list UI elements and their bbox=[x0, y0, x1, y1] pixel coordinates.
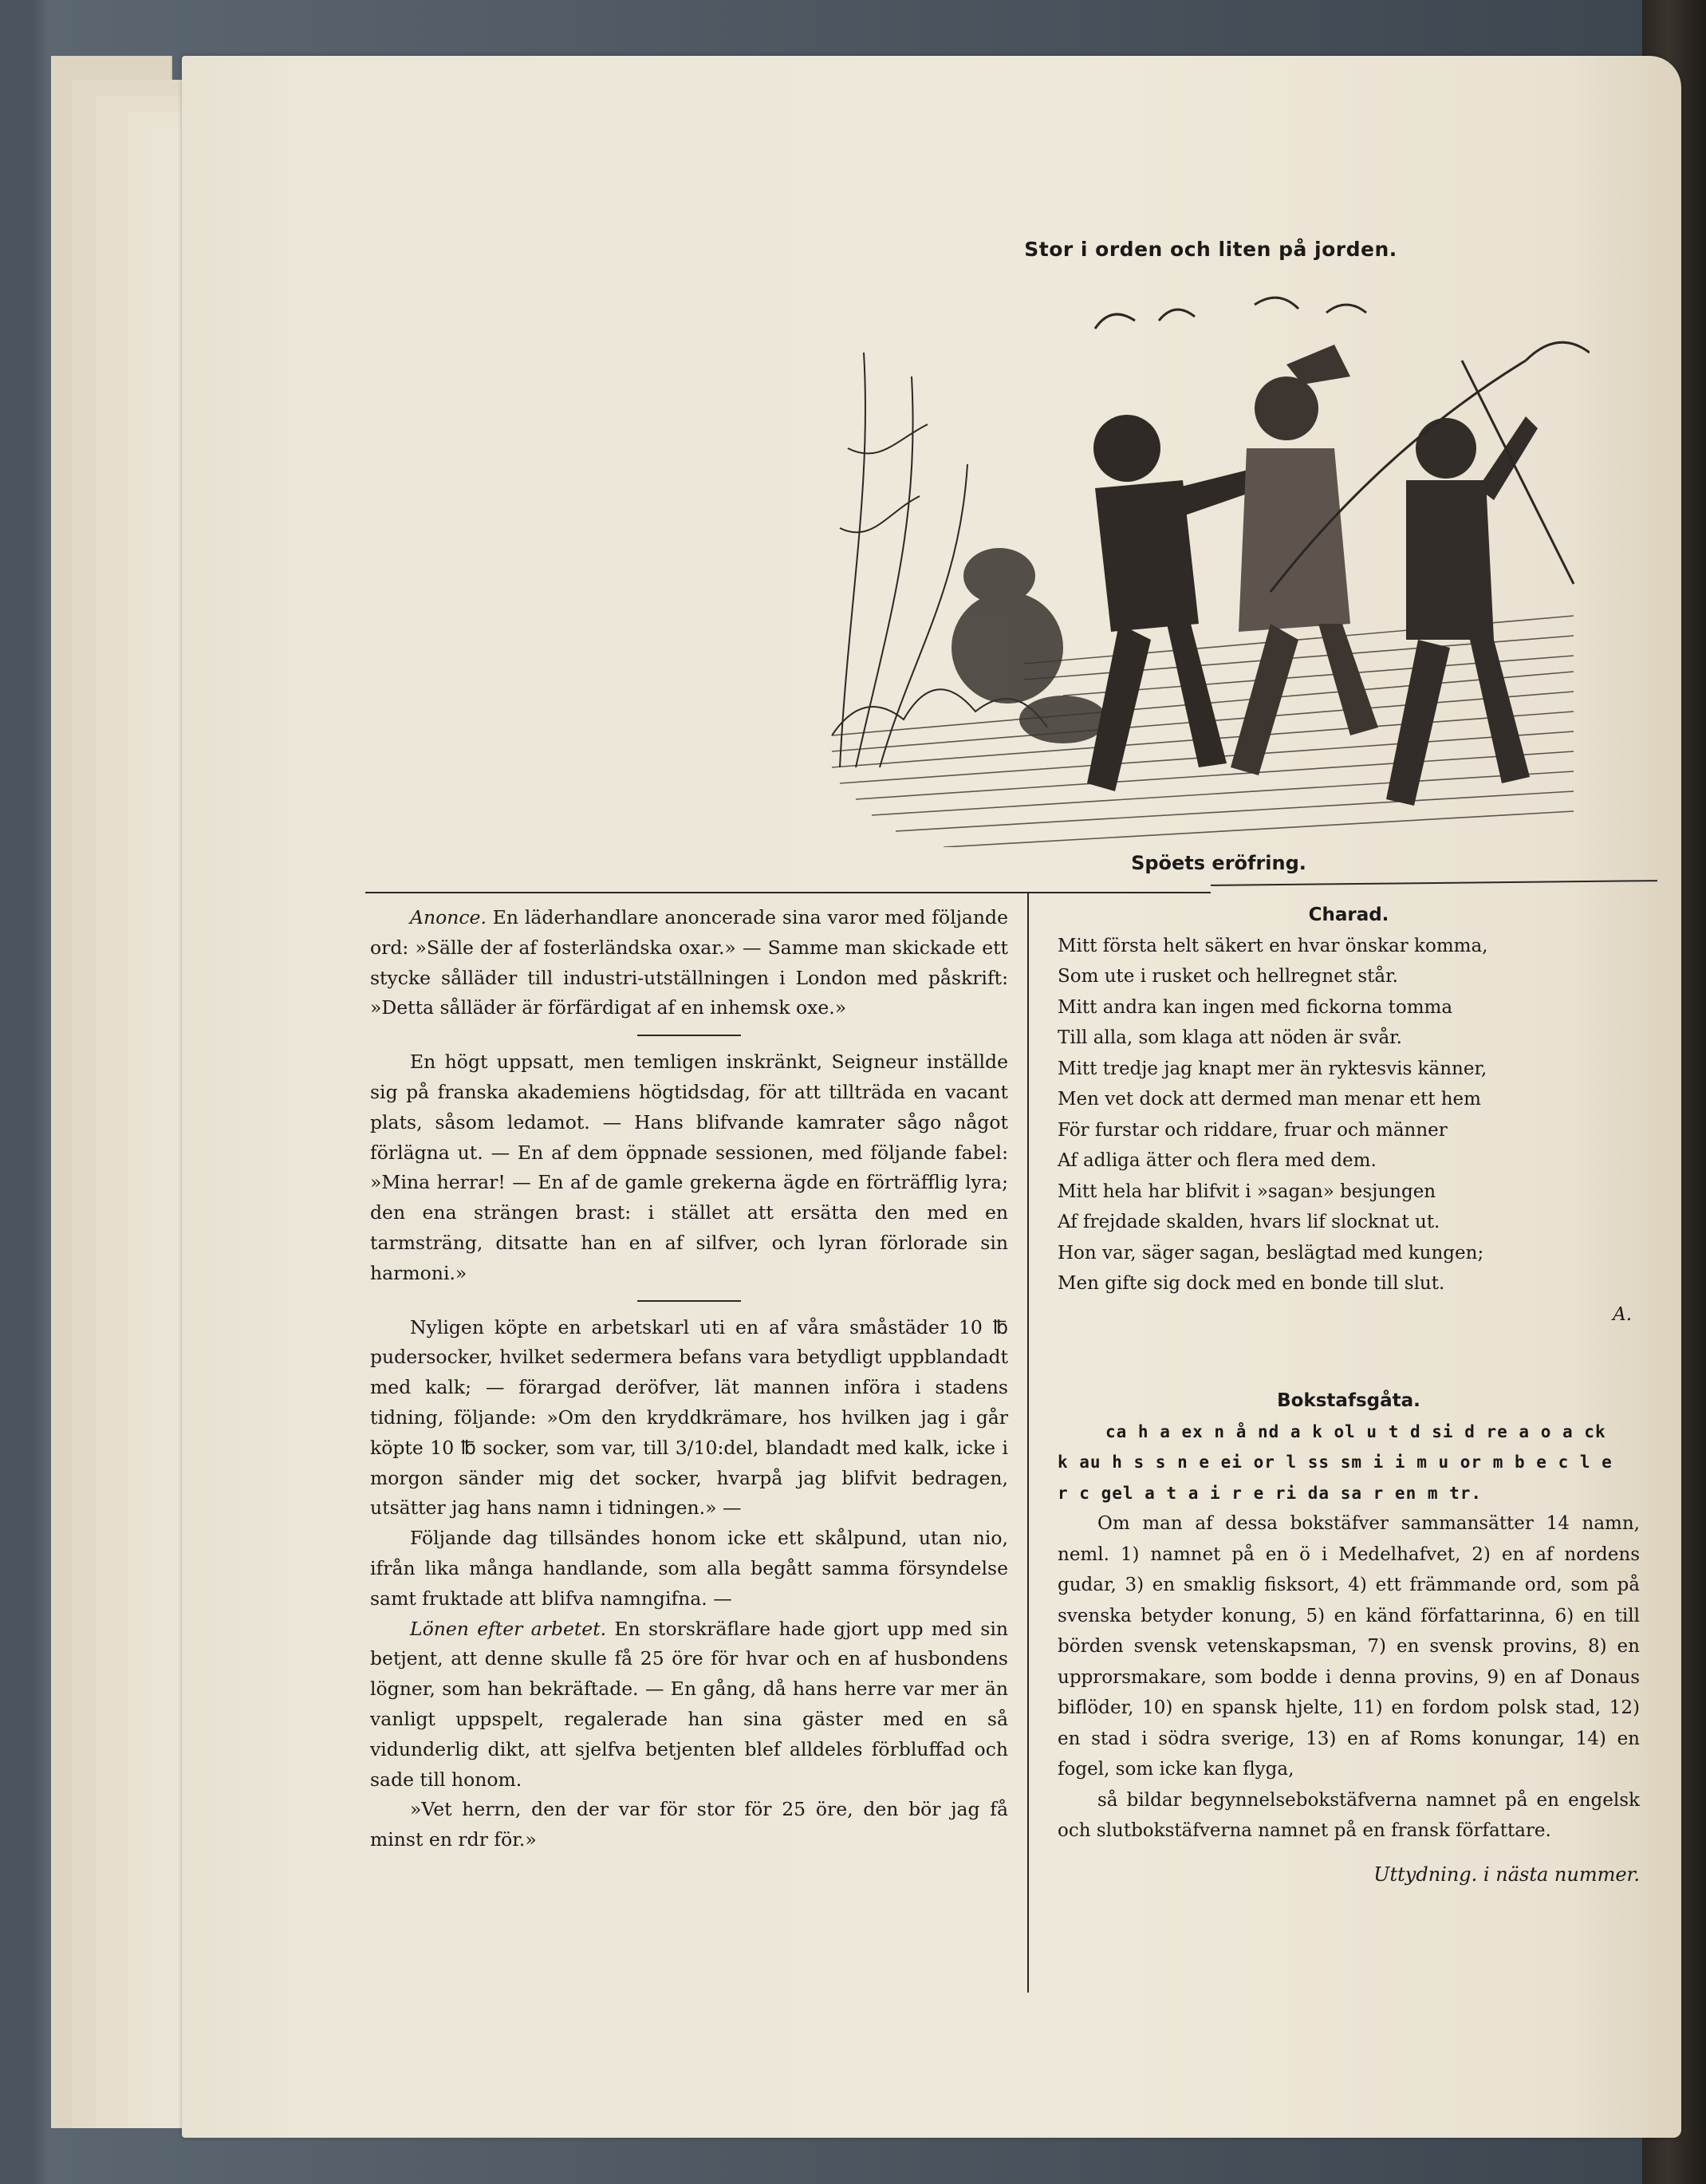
charad-poem bbox=[1058, 931, 1640, 1299]
charad-line: Af adliga ätter och flera med dem. bbox=[1058, 1150, 1377, 1171]
charad-line: Af frejdade skalden, hvars lif slocknat ut. bbox=[1058, 1212, 1440, 1232]
bokstafsgata-text-2: så bildar begynnelsebokstäfverna namnet på en engelsk och slutbokstäfverna namnet på en fransk författare. bbox=[1058, 1789, 1640, 1841]
charad-line: Som ute i rusket och hellregnet står. bbox=[1058, 966, 1398, 987]
charad-line: Men gifte sig dock med en bonde till slut. bbox=[1058, 1273, 1445, 1294]
bokstafsgata-text: Om man af dessa bokstäfver sammansätter 14 namn, neml. 1) namnet på en ö i Medelhafvet, 2) en af nordens gudar, 3) en smaklig fisksort, 4) ett främmande ord, som på svenska betyder konung, 5) en känd författarinna, 6) en till börden svensk vetenskapsman, 7) en svensk provins, 8) en upprorsmakare, som bodde i denna provins, 9) en af Donaus biflöder, 10) en spansk hjelte, 11) en fordom polsk stad, 12) en stad i södra sverige, 13) en af Roms konungar, 14) en fogel, som icke kan flyga, bbox=[1058, 1513, 1640, 1780]
charad-line: Mitt andra kan ingen med fickorna tomma bbox=[1058, 996, 1453, 1018]
letter-puzzle-row: r c gel a t a i r e ri da sa r en m tr. bbox=[1058, 1483, 1483, 1503]
section-rule bbox=[1211, 880, 1657, 886]
charad-line: Mitt tredje jag knapt mer än ryktesvis känner, bbox=[1058, 1058, 1487, 1079]
short-divider bbox=[637, 1035, 741, 1036]
seigneur-paragraph: En högt uppsatt, men temligen inskränkt, Seigneur inställde sig på franska akademiens högtidsdag, för att tillträda en vacant plats, såsom ledamot. — Hans blifvande kamrater sågo något förlägna ut. — En af dem öppnade sessionen, med följande fabel: »Mina herrar! — En af de gamle grekerna ägde en förträfflig lyra; den ena strängen brast: i stället att ersätta den med en tarmsträng, ditsatte han en af silfver, och lyran förlorade sin harmoni.» bbox=[370, 1051, 1008, 1284]
sugar-paragraph: Nyligen köpte en arbetskarl uti en af våra småstäder 10 ℔ pudersocker, hvilket sedermera befans vara betydligt uppblandadt med kalk; — förargad deröfver, lät mannen införa i stadens tidning, följande: »Om den kryddkrämare, hos hvilken jag i går köpte 10 ℔ socker, som var, till 3/10:del, blandadt med kalk, icke i morgon sänder mig det socker, hvarpå jag blifvit bedragen, utsätter jag hans namn i tidningen.» — bbox=[370, 1315, 1008, 1520]
lonen-paragraph-2: »Vet herrn, den der var för stor för 25 öre, den bör jag få minst en rdr för.» bbox=[370, 1798, 1008, 1851]
charad-signature: A. bbox=[1613, 1303, 1632, 1325]
lonen-text: En storskräflare hade gjort upp med sin betjent, att denne skulle få 25 öre för hvar och en af husbondens lögner, som han bekräftade. — En gång, då hans herre var mer än vanligt uppspelt, regalerade han sina gäster med en så vidunderlig dikt, att sjelfva betjenten blef alldeles förbluffad och sade till honom. bbox=[370, 1617, 1008, 1791]
lonen-label: Lönen efter arbetet. bbox=[410, 1617, 607, 1640]
magazine-page bbox=[182, 56, 1681, 2138]
answer-note: Uttydning. i nästa nummer. bbox=[1373, 1863, 1640, 1886]
letter-puzzle-row: k au h s s n e ei or l ss sm i i m u or m b e c l e bbox=[1058, 1453, 1613, 1472]
section-rule bbox=[365, 892, 1211, 893]
page-title: Stor i orden och liten på jorden. bbox=[1024, 238, 1397, 261]
charad-title: Charad. bbox=[1308, 905, 1389, 925]
column-rule bbox=[1027, 892, 1029, 1993]
short-divider bbox=[637, 1300, 741, 1302]
charad-line: Mitt första helt säkert en hvar önskar komma, bbox=[1058, 935, 1488, 956]
charad-line: Men vet dock att dermed man menar ett hem bbox=[1058, 1089, 1481, 1110]
bokstafsgata-title: Bokstafsgåta. bbox=[1277, 1390, 1420, 1411]
charad-line: Hon var, säger sagan, beslägtad med kungen; bbox=[1058, 1242, 1484, 1263]
sugar-paragraph-2: Följande dag tillsändes honom icke ett skålpund, utan nio, ifrån lika många handlande, som alla begått samma försyndelse samt fruktade att blifva namngifna. — bbox=[370, 1527, 1008, 1610]
anonce-paragraph bbox=[370, 903, 1008, 1023]
anonce-text: En läderhandlare anoncerade sina varor med följande ord: »Sälle der af fosterländska oxar.» — Samme man skickade ett stycke sålläder till industri-utställningen i London med påskrift: »Detta sålläder är förfärdigat af en inhemsk oxe.» bbox=[370, 906, 1008, 1019]
right-column bbox=[1058, 900, 1640, 1890]
letter-puzzle-row: ca h a ex n å nd a k ol u t d si d re a o a ck bbox=[1105, 1421, 1606, 1441]
left-column bbox=[370, 903, 1008, 1855]
charad-line: Mitt hela har blifvit i »sagan» besjungen bbox=[1058, 1181, 1436, 1202]
charad-line: Till alla, som klaga att nöden är svår. bbox=[1058, 1027, 1402, 1048]
illustration-caption: Spöets eröfring. bbox=[1131, 852, 1306, 874]
charad-line: För furstar och riddare, fruar och männer bbox=[1058, 1119, 1448, 1141]
lonen-paragraph bbox=[370, 1614, 1008, 1796]
anonce-label: Anonce. bbox=[410, 906, 487, 928]
engraving-illustration bbox=[824, 289, 1590, 847]
